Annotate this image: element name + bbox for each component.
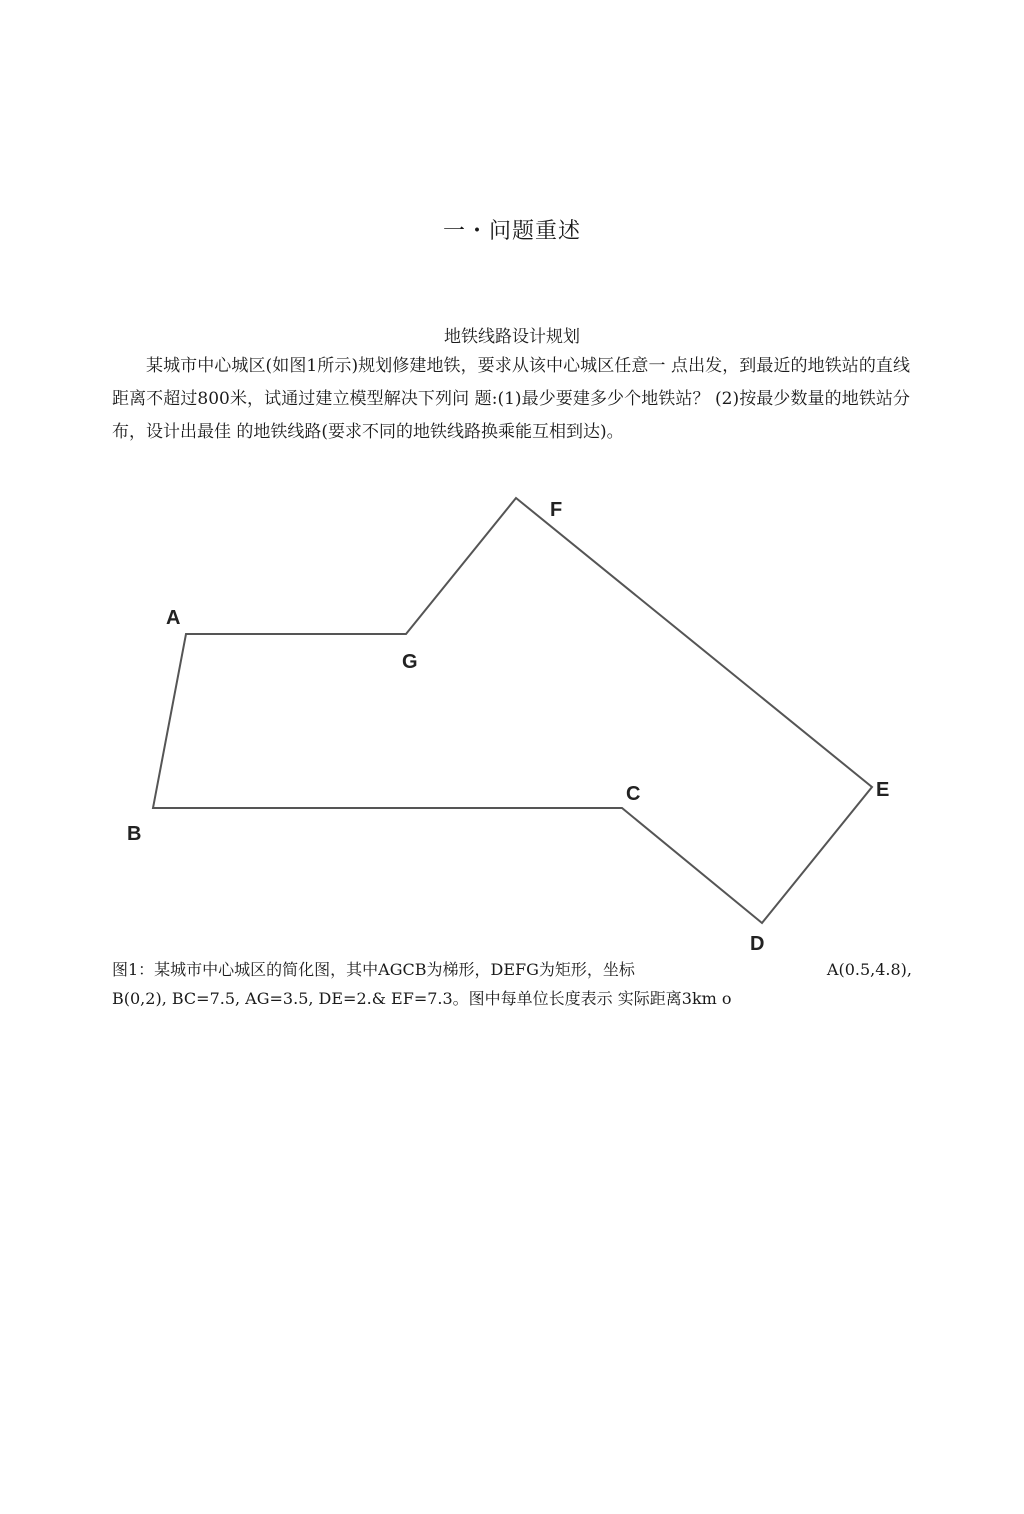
section-heading: 一・问题重述 [442,219,581,244]
figure-caption [112,955,912,1013]
vertex-label-g: G [402,651,418,673]
vertex-label-b: B [127,823,142,845]
vertex-label-e: E [876,779,890,801]
vertex-label-d: D [750,933,765,955]
caption-line-2: B(0,2), BC=7.5, AG=3.5, DE=2.& EF=7.3。图中每单位长度表示 实际距离3km o [112,989,732,1008]
figure-svg [110,490,910,955]
vertex-label-c: C [626,783,641,805]
city-outline-figure [110,490,910,955]
problem-statement: 某城市中心城区(如图1所示)规划修建地铁，要求从该中心城区任意一 点出发，到最近的地铁站的直线距离不超过800米，试通过建立模型解决下列问 题:(1)最少要建多少个地铁站？ (2)按最少数量的地铁站分布，设计出最佳 的地铁线路(要求不同的地铁线路换乘能互相到达)。 [112,356,910,442]
caption-line-1 [112,955,912,984]
caption-line-1-coordinate: A(0.5,4.8), [826,960,912,979]
vertex-label-a: A [166,607,181,629]
vertex-label-f: F [550,499,563,521]
caption-line-1-text: 图1：某城市中心城区的简化图，其中AGCB为梯形，DEFG为矩形，坐标 [112,960,635,979]
document-title: 地铁线路设计规划 [444,327,580,347]
city-boundary-polygon [153,498,872,923]
